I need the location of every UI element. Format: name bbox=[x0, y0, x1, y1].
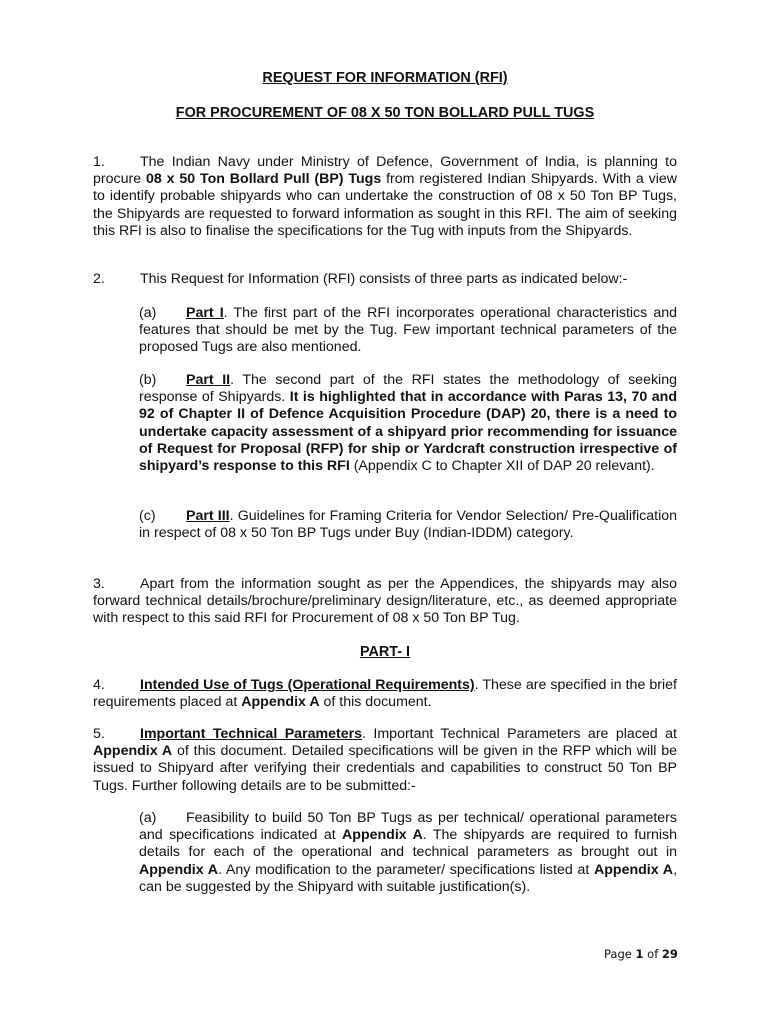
current-page-number: 1 bbox=[635, 947, 644, 961]
subparagraph-label: (c) bbox=[139, 508, 156, 524]
paragraph-number: 3. bbox=[93, 576, 105, 592]
page-footer: Page 1 of 29 bbox=[604, 947, 678, 961]
paragraph-number: 5. bbox=[93, 726, 105, 742]
part-label: Part II bbox=[186, 372, 231, 388]
paragraph-2: 2. This Request for Information (RFI) consists of three parts as indicated below:- bbox=[93, 271, 628, 287]
subparagraph-2b: (b) Part II. The second part of the RFI states the methodology of seeking response of Shipyards. It is highlighted that in accordance with Paras 13, 70 and 92 of Chapter II of Defence Acquisition Procedure (DAP) 20, there is a need to undertake capacity assessment of a shipyard prior recommending for issuance of Request for Proposal (RFP) for ship or Yardcraft construction irrespective of shipyard’s response to this RFI (Appendix C to Chapter XII of DAP 20 relevant). bbox=[139, 372, 677, 475]
document-title: REQUEST FOR INFORMATION (RFI) bbox=[262, 70, 508, 86]
paragraph-number: 4. bbox=[93, 677, 105, 693]
paragraph-number: 1. bbox=[93, 154, 105, 170]
section-heading: Important Technical Parameters bbox=[140, 726, 363, 742]
subparagraph-label: (a) bbox=[139, 810, 157, 826]
subparagraph-label: (a) bbox=[139, 305, 157, 321]
part-label: Part III bbox=[186, 508, 230, 524]
part-heading: PART- I bbox=[359, 644, 411, 660]
subparagraph-5a: (a) Feasibility to build 50 Ton BP Tugs as per technical/ operational parameters and specifications indicated at Appendix A. The shipyards are required to furnish details for each of the operational and technical parameters as brought out in Appendix A. Any modification to the parameter/ specifications listed at Appendix A, can be suggested by the Shipyard with suitable justification(s). bbox=[139, 810, 678, 895]
paragraph-number: 2. bbox=[93, 271, 105, 287]
paragraph-1: 1. The Indian Navy under Ministry of Defence, Government of India, is planning to procure 08 x 50 Ton Bollard Pull (BP) Tugs from registered Indian Shipyards. With a view to identify probable shipyards who can undertake the construction of 08 x 50 Ton BP Tugs, the Shipyards are requested to forward information as sought in this RFI. The aim of seeking this RFI is also to finalise the specifications for the Tug with inputs from the Shipyards. bbox=[93, 154, 678, 239]
paragraph-5: 5. Important Technical Parameters. Important Technical Parameters are placed at Appendix A of this document. Detailed specifications will be given in the RFP which will be issued to Shipyard after verifying their credentials and capabilities to construct 50 Ton BP Tugs. Further following details are to be submitted:- bbox=[93, 726, 677, 794]
document-subtitle: FOR PROCUREMENT OF 08 X 50 TON BOLLARD PULL TUGS bbox=[175, 105, 595, 121]
total-page-count: 29 bbox=[661, 947, 678, 961]
subparagraph-2c: (c) Part III. Guidelines for Framing Criteria for Vendor Selection/ Pre-Qualification in respect of 08 x 50 Ton BP Tugs under Buy (Indian-IDDM) category. bbox=[139, 508, 677, 542]
subparagraph-2a: (a) Part I. The first part of the RFI incorporates operational characteristics and features that should be met by the Tug. Few important technical parameters of the proposed Tugs are also mentioned. bbox=[139, 305, 678, 356]
subparagraph-label: (b) bbox=[139, 372, 157, 388]
part-label: Part I bbox=[186, 305, 224, 321]
paragraph-3: 3. Apart from the information sought as per the Appendices, the shipyards may also forward technical details/brochure/preliminary design/literature, etc., as deemed appropriate with respect to this said RFI for Procurement of 08 x 50 Ton BP Tug. bbox=[93, 576, 677, 627]
paragraph-4: 4. Intended Use of Tugs (Operational Requirements). These are specified in the brief requirements placed at Appendix A of this document. bbox=[93, 677, 677, 711]
section-heading: Intended Use of Tugs (Operational Requirements) bbox=[140, 677, 475, 693]
